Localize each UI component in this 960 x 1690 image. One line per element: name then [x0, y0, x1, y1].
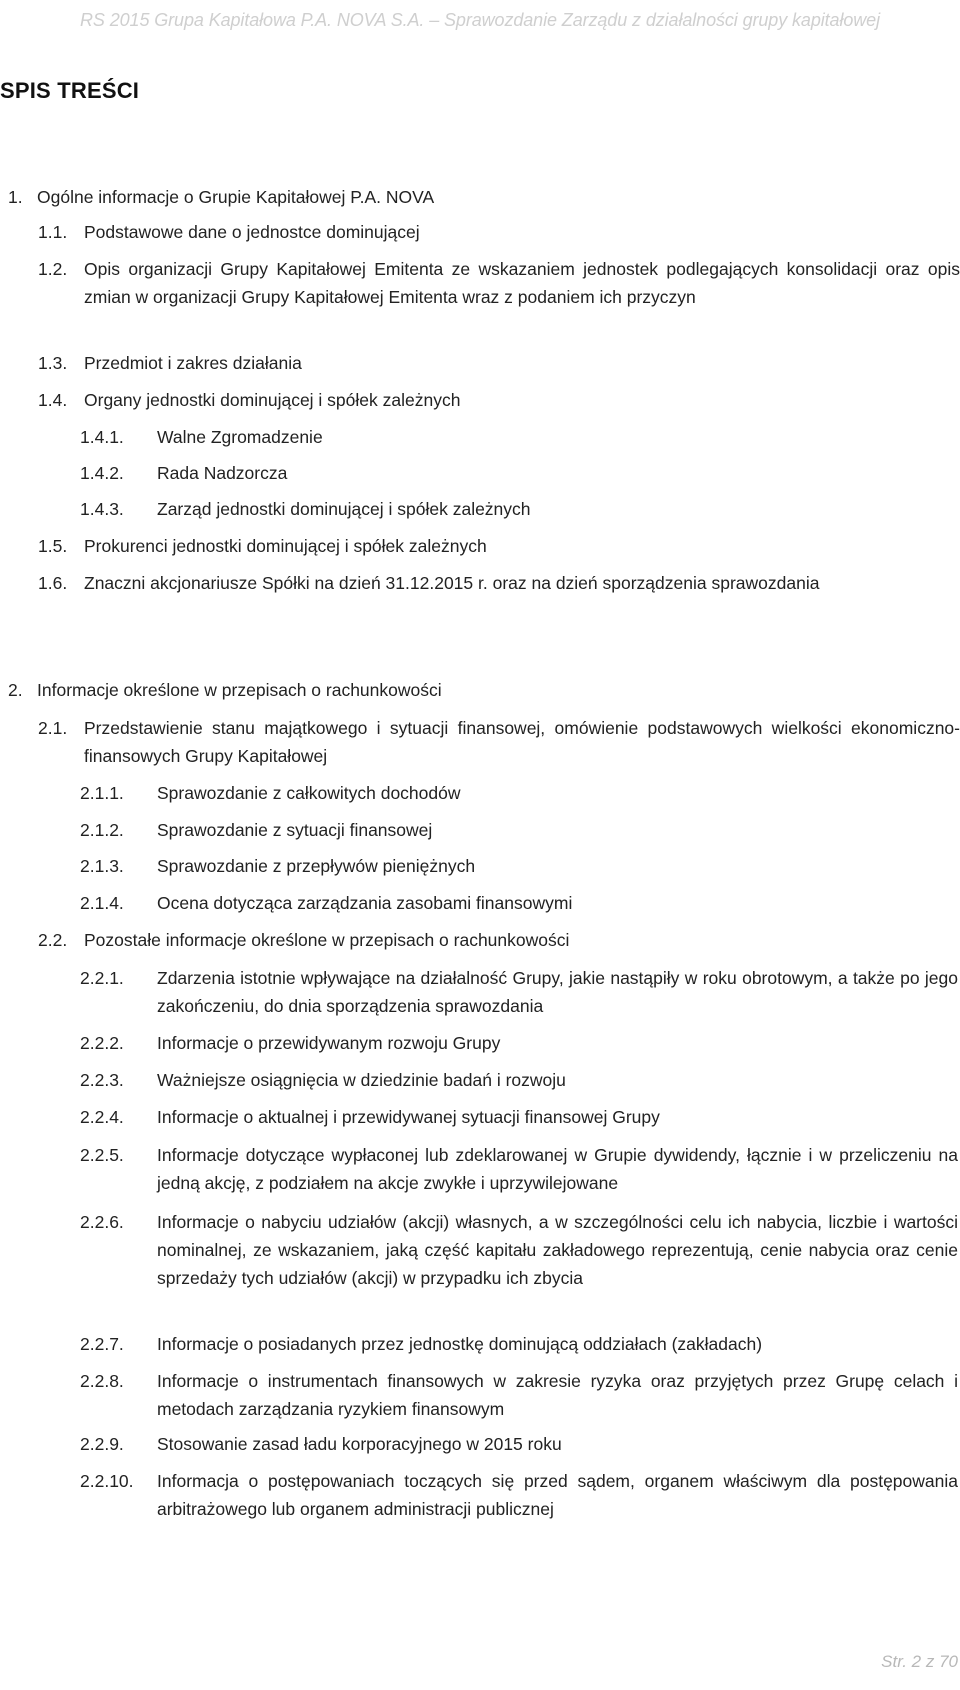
toc-title: Informacje o posiadanych przez jednostkę dominującą oddziałach (zakładach) — [157, 1334, 763, 1354]
toc-number: 1.4.3. — [80, 499, 124, 519]
toc-title: Informacje dotyczące wypłaconej lub zdeklarowanej w Grupie dywidendy, łącznie i w przeliczeniu na jedną akcję, z podziałem na akcje zwykłe i uprzywilejowane — [157, 1145, 958, 1193]
toc-number: 1. — [8, 187, 23, 207]
toc-entry-2-1[interactable] — [38, 714, 960, 770]
toc-entry-2-1-2[interactable] — [80, 816, 950, 844]
toc-title: Rada Nadzorcza — [157, 463, 288, 483]
toc-title: Sprawozdanie z przepływów pieniężnych — [157, 856, 476, 876]
toc-number: 2.2.1. — [80, 968, 124, 988]
toc-number: 1.6. — [38, 573, 68, 593]
toc-title: Organy jednostki dominującej i spółek zależnych — [84, 390, 461, 410]
toc-title: Stosowanie zasad ładu korporacyjnego w 2015 roku — [157, 1434, 562, 1454]
toc-entry-2-2-10[interactable] — [80, 1467, 958, 1523]
toc-title: Walne Zgromadzenie — [157, 427, 323, 447]
toc-entry-2-2-3[interactable] — [80, 1066, 950, 1094]
toc-title: Ważniejsze osiągnięcia w dziedzinie badań i rozwoju — [157, 1070, 566, 1090]
toc-entry-2-2-9[interactable] — [80, 1430, 950, 1458]
toc-title: Opis organizacji Grupy Kapitałowej Emitenta ze wskazaniem jednostek podlegających konsolidacji oraz opis zmian w organizacji Grupy Kapitałowej Emitenta wraz z podaniem ich przyczyn — [84, 259, 960, 307]
toc-number: 2.2.5. — [80, 1145, 124, 1165]
toc-entry-1[interactable] — [8, 183, 948, 211]
toc-number: 2.2.7. — [80, 1334, 124, 1354]
toc-title: Informacja o postępowaniach toczących się przed sądem, organem właściwym dla postępowania arbitrażowego lub organem administracji publicznej — [157, 1471, 958, 1519]
page-title: SPIS TREŚCI — [0, 78, 140, 103]
toc-title: Ogólne informacje o Grupie Kapitałowej P.A. NOVA — [37, 187, 435, 207]
toc-title: Znaczni akcjonariusze Spółki na dzień 31.12.2015 r. oraz na dzień sporządzenia sprawozdania — [84, 573, 820, 593]
toc-number: 2.2.2. — [80, 1033, 124, 1053]
toc-number: 2. — [8, 680, 23, 700]
toc-entry-1-4-2[interactable] — [80, 459, 950, 487]
toc-entry-2-2-7[interactable] — [80, 1330, 950, 1358]
toc-entry-2-2-5[interactable] — [80, 1141, 958, 1197]
toc-entry-1-5[interactable] — [38, 532, 948, 560]
toc-entry-1-1[interactable] — [38, 218, 948, 246]
toc-number: 2.2.3. — [80, 1070, 124, 1090]
toc-entry-2-2-2[interactable] — [80, 1029, 950, 1057]
toc-title: Informacje o przewidywanym rozwoju Grupy — [157, 1033, 501, 1053]
toc-entry-1-4-3[interactable] — [80, 495, 950, 523]
toc-title: Przedstawienie stanu majątkowego i sytuacji finansowej, omówienie podstawowych wielkości ekonomiczno-finansowych Grupy Kapitałowej — [84, 718, 960, 766]
toc-title: Pozostałe informacje określone w przepisach o rachunkowości — [84, 930, 570, 950]
toc-entry-1-3[interactable] — [38, 349, 948, 377]
toc-number: 1.4.1. — [80, 427, 124, 447]
toc-number: 1.5. — [38, 536, 68, 556]
toc-title: Informacje o aktualnej i przewidywanej sytuacji finansowej Grupy — [157, 1107, 660, 1127]
toc-entry-1-2[interactable] — [38, 255, 960, 311]
toc-number: 2.1.3. — [80, 856, 124, 876]
toc-number: 2.1.4. — [80, 893, 124, 913]
toc-title: Informacje o nabyciu udziałów (akcji) własnych, a w szczególności celu ich nabycia, liczbie i wartości nominalnej, ze wskazaniem, jaką część kapitału zakładowego reprezentują, cenie nabycia oraz cenie sprzedaży tych udziałów (akcji) w przypadku ich zbycia — [157, 1212, 958, 1288]
toc-number: 2.2.4. — [80, 1107, 124, 1127]
toc-entry-2-1-3[interactable] — [80, 852, 950, 880]
page-number: Str. 2 z 70 — [881, 1652, 958, 1671]
toc-number: 2.1. — [38, 718, 68, 738]
toc-entry-2-2-4[interactable] — [80, 1103, 950, 1131]
toc-number: 1.3. — [38, 353, 68, 373]
toc-title: Przedmiot i zakres działania — [84, 353, 302, 373]
toc-number: 2.2.10. — [80, 1471, 134, 1491]
toc-entry-1-6[interactable] — [38, 569, 960, 597]
toc-title: Prokurenci jednostki dominującej i spółek zależnych — [84, 536, 487, 556]
toc-number: 2.2.9. — [80, 1434, 124, 1454]
toc-title: Zdarzenia istotnie wpływające na działalność Grupy, jakie nastąpiły w roku obrotowym, a także po jego zakończeniu, do dnia sporządzenia sprawozdania — [157, 968, 958, 1016]
toc-entry-1-4[interactable] — [38, 386, 948, 414]
toc-title: Sprawozdanie z całkowitych dochodów — [157, 783, 461, 803]
toc-number: 2.2. — [38, 930, 68, 950]
toc-entry-2-1-4[interactable] — [80, 889, 950, 917]
toc-title: Informacje o instrumentach finansowych w zakresie ryzyka oraz przyjętych przez Grupę celach i metodach zarządzania ryzykiem finansowym — [157, 1371, 958, 1419]
toc-entry-2-2-8[interactable] — [80, 1367, 958, 1423]
toc-title: Podstawowe dane o jednostce dominującej — [84, 222, 420, 242]
toc-number: 2.2.8. — [80, 1371, 124, 1391]
toc-entry-2-2-1[interactable] — [80, 964, 958, 1020]
toc-title: Ocena dotycząca zarządzania zasobami finansowymi — [157, 893, 573, 913]
toc-number: 2.1.2. — [80, 820, 124, 840]
toc-number: 1.4. — [38, 390, 68, 410]
toc-number: 1.2. — [38, 259, 68, 279]
toc-number: 1.4.2. — [80, 463, 124, 483]
toc-title: Informacje określone w przepisach o rachunkowości — [37, 680, 442, 700]
toc-entry-2[interactable] — [8, 676, 948, 704]
toc-entry-2-1-1[interactable] — [80, 779, 950, 807]
toc-title: Zarząd jednostki dominującej i spółek zależnych — [157, 499, 531, 519]
toc-entry-1-4-1[interactable] — [80, 423, 950, 451]
toc-number: 2.2.6. — [80, 1212, 124, 1232]
running-header: RS 2015 Grupa Kapitałowa P.A. NOVA S.A. – Sprawozdanie Zarządu z działalności grupy kapitałowej — [80, 10, 880, 30]
toc-number: 2.1.1. — [80, 783, 124, 803]
toc-title: Sprawozdanie z sytuacji finansowej — [157, 820, 433, 840]
toc-entry-2-2[interactable] — [38, 926, 948, 954]
toc-number: 1.1. — [38, 222, 68, 242]
toc-entry-2-2-6[interactable] — [80, 1208, 958, 1292]
